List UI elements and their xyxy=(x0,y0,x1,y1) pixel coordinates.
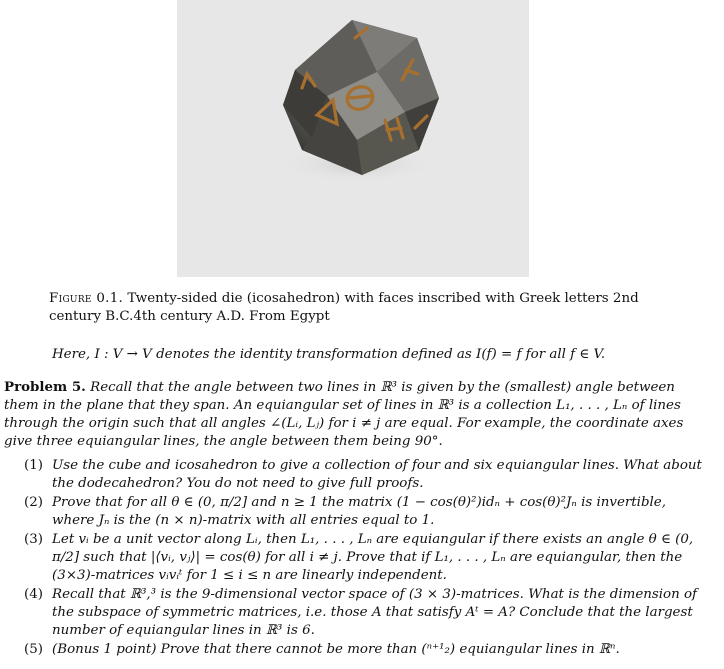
figure-label: Figure 0.1. xyxy=(49,291,124,306)
item-number: (2) xyxy=(24,495,43,510)
problem-item-4 xyxy=(24,586,708,640)
item-text: Recall that ℝ³,³ is the 9-dimensional vector space of (3 × 3)-matrices. What is the dimension of the subspace of symmetric matrices, i.e. those A that satisfy Aᵗ = A? Conclude that the largest number of equiangular lines in ℝ³ is 6. xyxy=(52,587,698,638)
item-number: (1) xyxy=(24,458,43,473)
problem-item-2 xyxy=(24,494,708,530)
problem-items xyxy=(24,457,708,660)
problem-item-3 xyxy=(24,531,708,585)
figure-caption-text: Twenty-sided die (icosahedron) with faces inscribed with Greek letters 2nd century B.C.4th century A.D. From Egypt xyxy=(49,291,639,324)
figure-caption xyxy=(49,290,669,326)
item-text: Prove that for all θ ∈ (0, π/2] and n ≥ 1 the matrix (1 − cos(θ)²)idₙ + cos(θ)²Jₙ is invertible, where Jₙ is the (n × n)-matrix with all entries equal to 1. xyxy=(52,495,666,528)
item-number: (3) xyxy=(24,532,43,547)
item-number: (4) xyxy=(24,587,43,602)
item-number: (5) xyxy=(24,642,43,657)
item-text: Use the cube and icosahedron to give a collection of four and six equiangular lines. What about the dodecahedron? You do not need to give full proofs. xyxy=(52,458,702,491)
item-text: (Bonus 1 point) Prove that there cannot be more than (ⁿ⁺¹₂) equiangular lines in ℝⁿ. xyxy=(52,642,620,657)
identity-note: Here, I : V → V denotes the identity transformation defined as I(f) = f for all f ∈ V. xyxy=(52,347,606,362)
problem-item-5 xyxy=(24,641,708,659)
item-text: Let vᵢ be a unit vector along Lᵢ, then L₁, . . . , Lₙ are equiangular if there exists an angle θ ∈ (0, π/2] such that |⟨vᵢ, vⱼ⟩| = cos(θ) for all i ≠ j. Prove that if L₁, . . . , Lₙ are equiangular, then the (3×3)-matrices vᵢvᵢᵗ for 1 ≤ i ≤ n are linearly independent. xyxy=(52,532,694,583)
problem-title: Problem 5. xyxy=(4,379,86,395)
icosahedron-die-photo xyxy=(177,0,529,277)
problem-intro: Recall that the angle between two lines in ℝ³ is given by the (smallest) angle between them in the plane that they span. An equiangular set of lines in ℝ³ is a collection L₁, . . . , Lₙ of lines through the origin such that all angles ∠(Lᵢ, Lⱼ) for i ≠ j are equal. For example, the coordinate axes give three equiangular lines, the angle between them being 90°. xyxy=(4,380,684,449)
problem-statement xyxy=(4,378,704,451)
problem-item-1 xyxy=(24,457,708,493)
